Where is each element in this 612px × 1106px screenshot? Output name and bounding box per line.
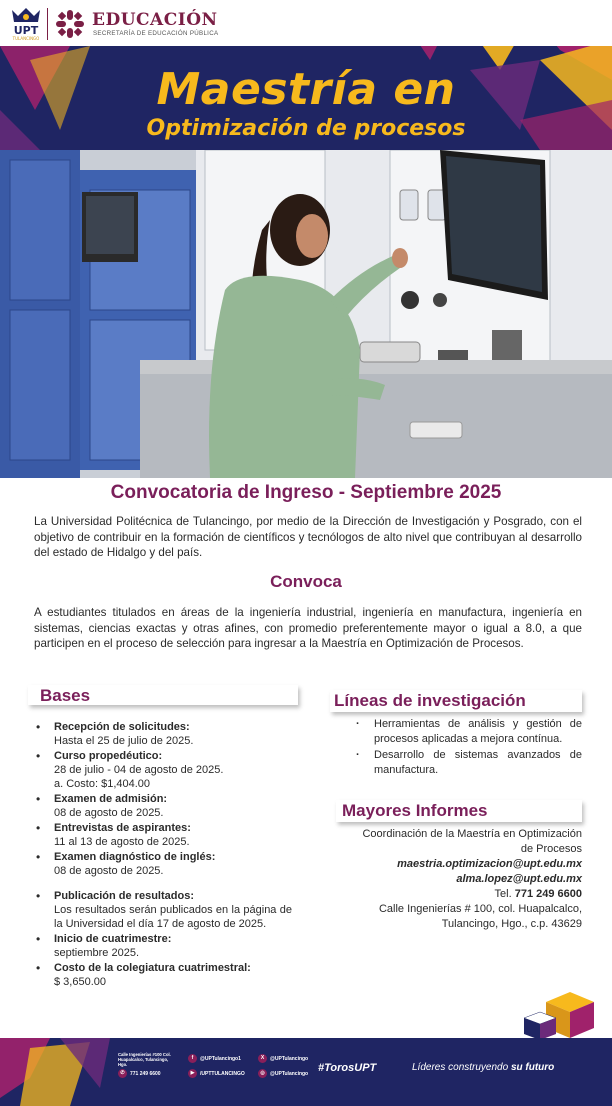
contact-dept-line1: Coordinación de la Maestría en Optimización [362, 828, 582, 840]
footer-hashtag: #TorosUPT [318, 1062, 377, 1074]
footer-twitter-item[interactable] [258, 1054, 308, 1063]
program-subtitle: Optimización de procesos [146, 116, 466, 141]
list-item [36, 850, 292, 878]
list-item [36, 961, 292, 989]
list-item [36, 932, 292, 960]
base-detail: 08 de agosto de 2025. [54, 865, 164, 877]
contact-phone-line [326, 887, 582, 902]
footer-address: Calle Ingenierías #100 Col. Huapalcalco, Tulancingo, Hgo. [118, 1052, 171, 1067]
list-item [36, 749, 292, 791]
informes-heading: Mayores Informes [342, 801, 488, 820]
contact-email-1[interactable]: maestria.optimizacion@upt.edu.mx [397, 858, 582, 870]
phone-label: Tel. [494, 888, 512, 900]
bases-list [36, 720, 292, 990]
base-label: • Examen diagnóstico de inglés: [54, 851, 216, 863]
contact-info [326, 827, 582, 932]
list-item: · Herramientas de análisis y gestión de procesos aplicadas a mejora contínua. [356, 717, 582, 746]
convoca-heading: Convoca [270, 572, 342, 591]
youtube-icon: ▶ [188, 1069, 197, 1078]
convocatoria-title: Convocatoria de Ingreso - Septiembre 2025 [110, 482, 502, 503]
footer-instagram: @UPTulancingo [270, 1070, 309, 1077]
lineas-heading: Líneas de investigación [334, 691, 526, 710]
base-label: • Curso propedéutico: [54, 750, 163, 762]
base-detail: Hasta el 25 de julio de 2025. [54, 735, 194, 747]
facebook-icon: f [188, 1054, 197, 1063]
base-label: • Entrevistas de aspirantes: [54, 822, 191, 834]
base-label: • Inicio de cuatrimestre: [54, 933, 172, 945]
list-item [36, 792, 292, 820]
base-detail-cost: a. Costo: $1,404.00 [54, 778, 151, 790]
base-detail: septiembre 2025. [54, 947, 139, 959]
footer-facebook: @UPTulancingo1 [200, 1055, 241, 1062]
list-item [36, 821, 292, 849]
upt-logo-subtitle: TULANCINGO [12, 36, 40, 41]
sep-title: EDUCACIÓN [92, 10, 218, 30]
contact-address-2: Tulancingo, Hgo., c.p. 43629 [441, 918, 582, 930]
footer-phone: 771 249 6600 [130, 1070, 161, 1077]
lineas-list [356, 717, 582, 779]
contact-dept-line2: de Procesos [520, 843, 582, 855]
footer-facebook-item[interactable] [188, 1054, 241, 1063]
slogan-bold: su futuro [510, 1062, 555, 1073]
intro-paragraph: La Universidad Politécnica de Tulancingo, por medio de la Dirección de Investigación y Posgrado, con el objetivo de contribuir en la formación de científicos y tecnólogos de alto nivel que contribuyan al desarrollo del estado de Hidalgo y del país. [34, 515, 582, 559]
base-detail: 11 al 13 de agosto de 2025. [54, 836, 190, 848]
base-detail: 28 de julio - 04 de agosto de 2025. [54, 764, 224, 776]
list-item [36, 889, 292, 931]
base-label: • Recepción de solicitudes: [54, 721, 190, 733]
base-detail: Los resultados serán publicados en la página de la Universidad el día 17 de agosto de 2025. [54, 904, 292, 930]
instagram-icon: ◎ [258, 1069, 267, 1078]
bases-heading: Bases [40, 686, 91, 705]
base-label: • Costo de la colegiatura cuatrimestral: [54, 962, 251, 974]
base-detail: $ 3,650.00 [54, 976, 106, 988]
upt-logo [8, 6, 44, 42]
logo-divider [47, 8, 48, 40]
footer-web-item[interactable] [188, 1069, 245, 1078]
footer-instagram-item[interactable] [258, 1069, 308, 1078]
footer-phone-item[interactable] [118, 1069, 161, 1078]
slogan-prefix: Líderes construyendo [412, 1062, 509, 1073]
footer-web: /UPTTULANCINGO [200, 1070, 245, 1077]
contact-email-2[interactable]: alma.lopez@upt.edu.mx [456, 873, 582, 885]
footer-slogan [412, 1062, 554, 1073]
base-detail: 08 de agosto de 2025. [54, 807, 164, 819]
contact-address-1: Calle Ingenierías # 100, col. Huapalcalco, [378, 903, 582, 915]
base-label: • Publicación de resultados: [54, 890, 194, 902]
lab-photo [0, 150, 612, 478]
phone-icon: ✆ [118, 1069, 127, 1078]
x-twitter-icon: X [258, 1054, 267, 1063]
sep-subtitle: SECRETARÍA DE EDUCACIÓN PÚBLICA [93, 30, 219, 37]
base-label: • Examen de admisión: [54, 793, 168, 805]
upt-logo-text: UPT [13, 24, 39, 37]
convoca-paragraph: A estudiantes titulados en áreas de la ingeniería industrial, ingeniería en manufactura, ingeniería en sistemas, ciencias exactas y otras afines, con promedio preferentemente mayor o igual a 8.0, a que participen en el proceso de selección para ingresar a la Maestría en Optimización de Procesos. [34, 606, 582, 650]
footer-twitter: @UPTulancingo [270, 1055, 309, 1062]
sep-emblem-icon [54, 8, 86, 40]
list-item: · Desarrollo de sistemas avanzados de manufactura. [356, 748, 582, 777]
contact-phone[interactable]: 771 249 6600 [514, 888, 582, 900]
list-item [36, 720, 292, 748]
program-title: Maestría en [156, 64, 456, 115]
